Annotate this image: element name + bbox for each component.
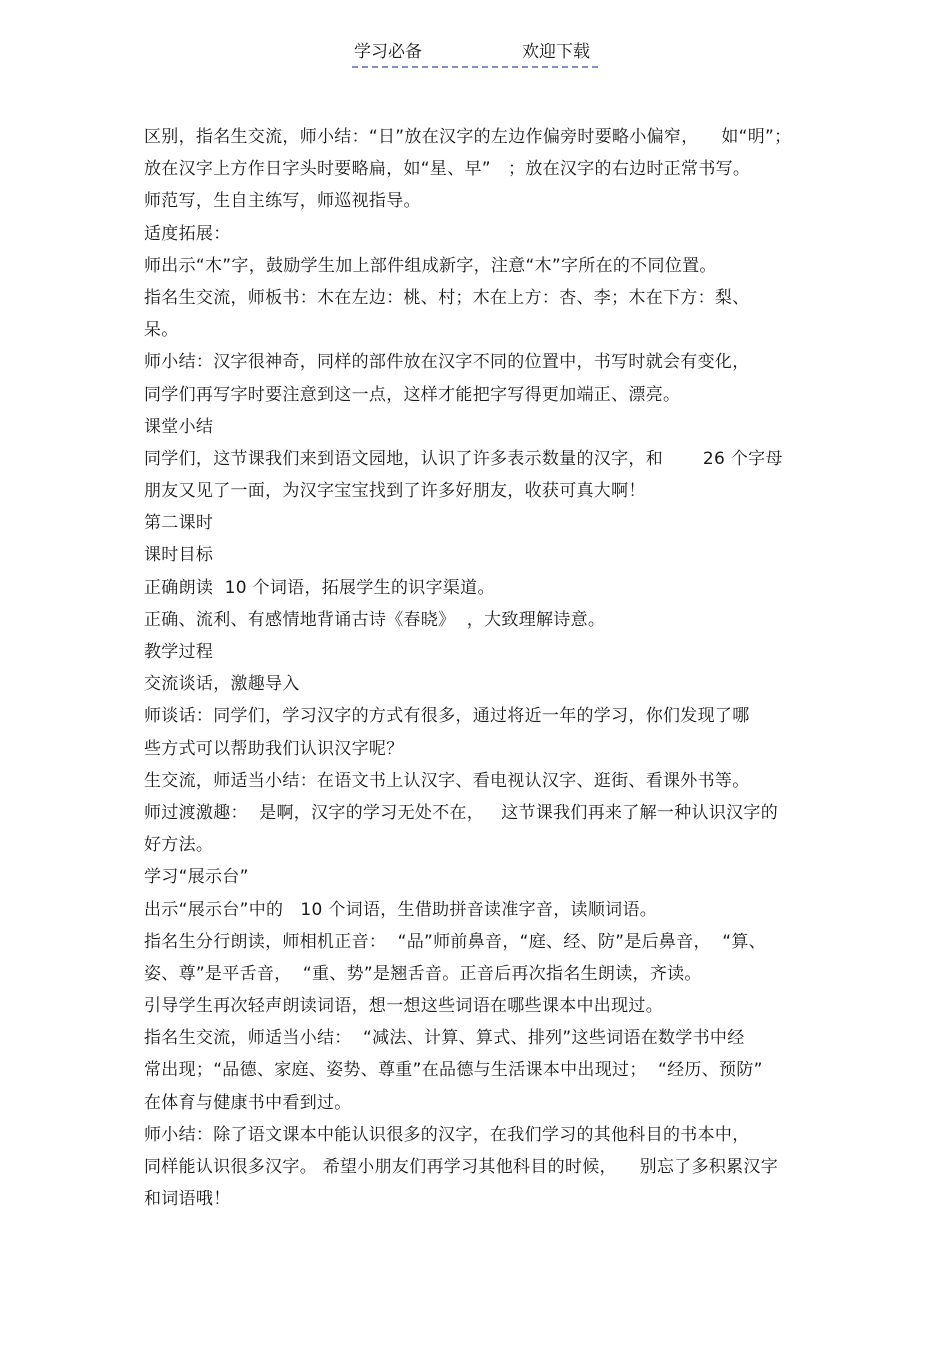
text-line: 同学们，这节课我们来到语文园地，认识了许多表示数量的汉字，和 26 个字母 (144, 448, 783, 469)
section-heading: 交流谈话，激趣导入 (144, 674, 300, 695)
text-line: 区别，指名生交流，师小结：“日”放在汉字的左边作偏旁时要略小偏窄， 如“明”； (144, 127, 792, 147)
section-heading: 适度拓展： (144, 223, 231, 244)
text-line: 和词语哦！ (144, 1189, 231, 1210)
text-line: 指名生交流，师板书：木在左边：桃、村；木在上方：杏、李；木在下方：梨、 (144, 287, 750, 308)
text-line: 在体育与健康书中看到过。 (144, 1092, 352, 1113)
text-line: 师过渡激趣： 是啊，汉字的学习无处不在， 这节课我们再来了解一种认识汉字的 (144, 802, 779, 823)
section-heading: 教学过程 (144, 642, 214, 662)
section-heading: 第二课时 (144, 513, 214, 534)
text-line: 生交流，师适当小结：在语文书上认汉字、看电视认汉字、逛街、看课外书等。 (144, 770, 750, 791)
text-line: 正确朗读 10 个词语，拓展学生的识字渠道。 (144, 577, 495, 598)
text-line: 常出现；“品德、家庭、姿势、尊重”在品德与生活课本中出现过； “经历、预防” (144, 1060, 763, 1081)
text-line: 出示“展示台”中的 10 个词语，生借助拼音读准字音，读顺词语。 (144, 899, 658, 920)
header-right-text: 欢迎下载 (522, 42, 590, 62)
text-line: 同学们再写字时要注意到这一点，这样才能把字写得更加端正、漂亮。 (144, 384, 681, 405)
text-line: 师小结：汉字很神奇，同样的部件放在汉字不同的位置中，书写时就会有变化， (144, 352, 750, 373)
text-line: 师谈话：同学们，学习汉字的方式有很多，通过将近一年的学习，你们发现了哪 (144, 706, 750, 727)
text-line: 朋友又见了一面，为汉字宝宝找到了许多好朋友，收获可真大啊！ (144, 481, 646, 502)
text-line: 指名生交流，师适当小结： “减法、计算、算式、排列”这些词语在数学书中经 (144, 1028, 745, 1049)
text-line: 师出示“木”字，鼓励学生加上部件组成新字，注意“木”字所在的不同位置。 (144, 255, 717, 276)
text-line: 指名生分行朗读，师相机正音： “品”师前鼻音，“庭、经、防”是后鼻音， “算、 (144, 931, 766, 952)
document-body (144, 121, 824, 1215)
text-line: 些方式可以帮助我们认识汉字呢？ (144, 738, 404, 759)
text-line: 好方法。 (144, 835, 214, 856)
section-heading: 课堂小结 (144, 416, 214, 437)
section-heading: 学习“展示台” (144, 867, 249, 888)
text-line: 放在汉字上方作日字头时要略扁，如“星、早” ；放在汉字的右边时正常书写。 (144, 159, 751, 180)
text-line: 同样能认识很多汉字。 希望小朋友们再学习其他科目的时候， 别忘了多积累汉字 (144, 1157, 779, 1177)
text-line: 师范写，生自主练写，师巡视指导。 (144, 191, 421, 212)
text-line: 姿、尊”是平舌音， “重、势”是翘舌音。正音后再次指名生朗读，齐读。 (144, 963, 702, 984)
text-line: 引导学生再次轻声朗读词语，想一想这些词语在哪些课本中出现过。 (144, 996, 663, 1017)
text-line: 师小结：除了语文课本中能认识很多的汉字，在我们学习的其他科目的书本中， (144, 1124, 750, 1145)
header-left-text: 学习必备 (354, 42, 422, 62)
page-header (352, 40, 598, 68)
text-line: 正确、流利、有感情地背诵古诗《春晓》 ，大致理解诗意。 (144, 609, 606, 630)
text-line: 呆。 (144, 320, 179, 341)
section-heading: 课时目标 (144, 545, 214, 566)
